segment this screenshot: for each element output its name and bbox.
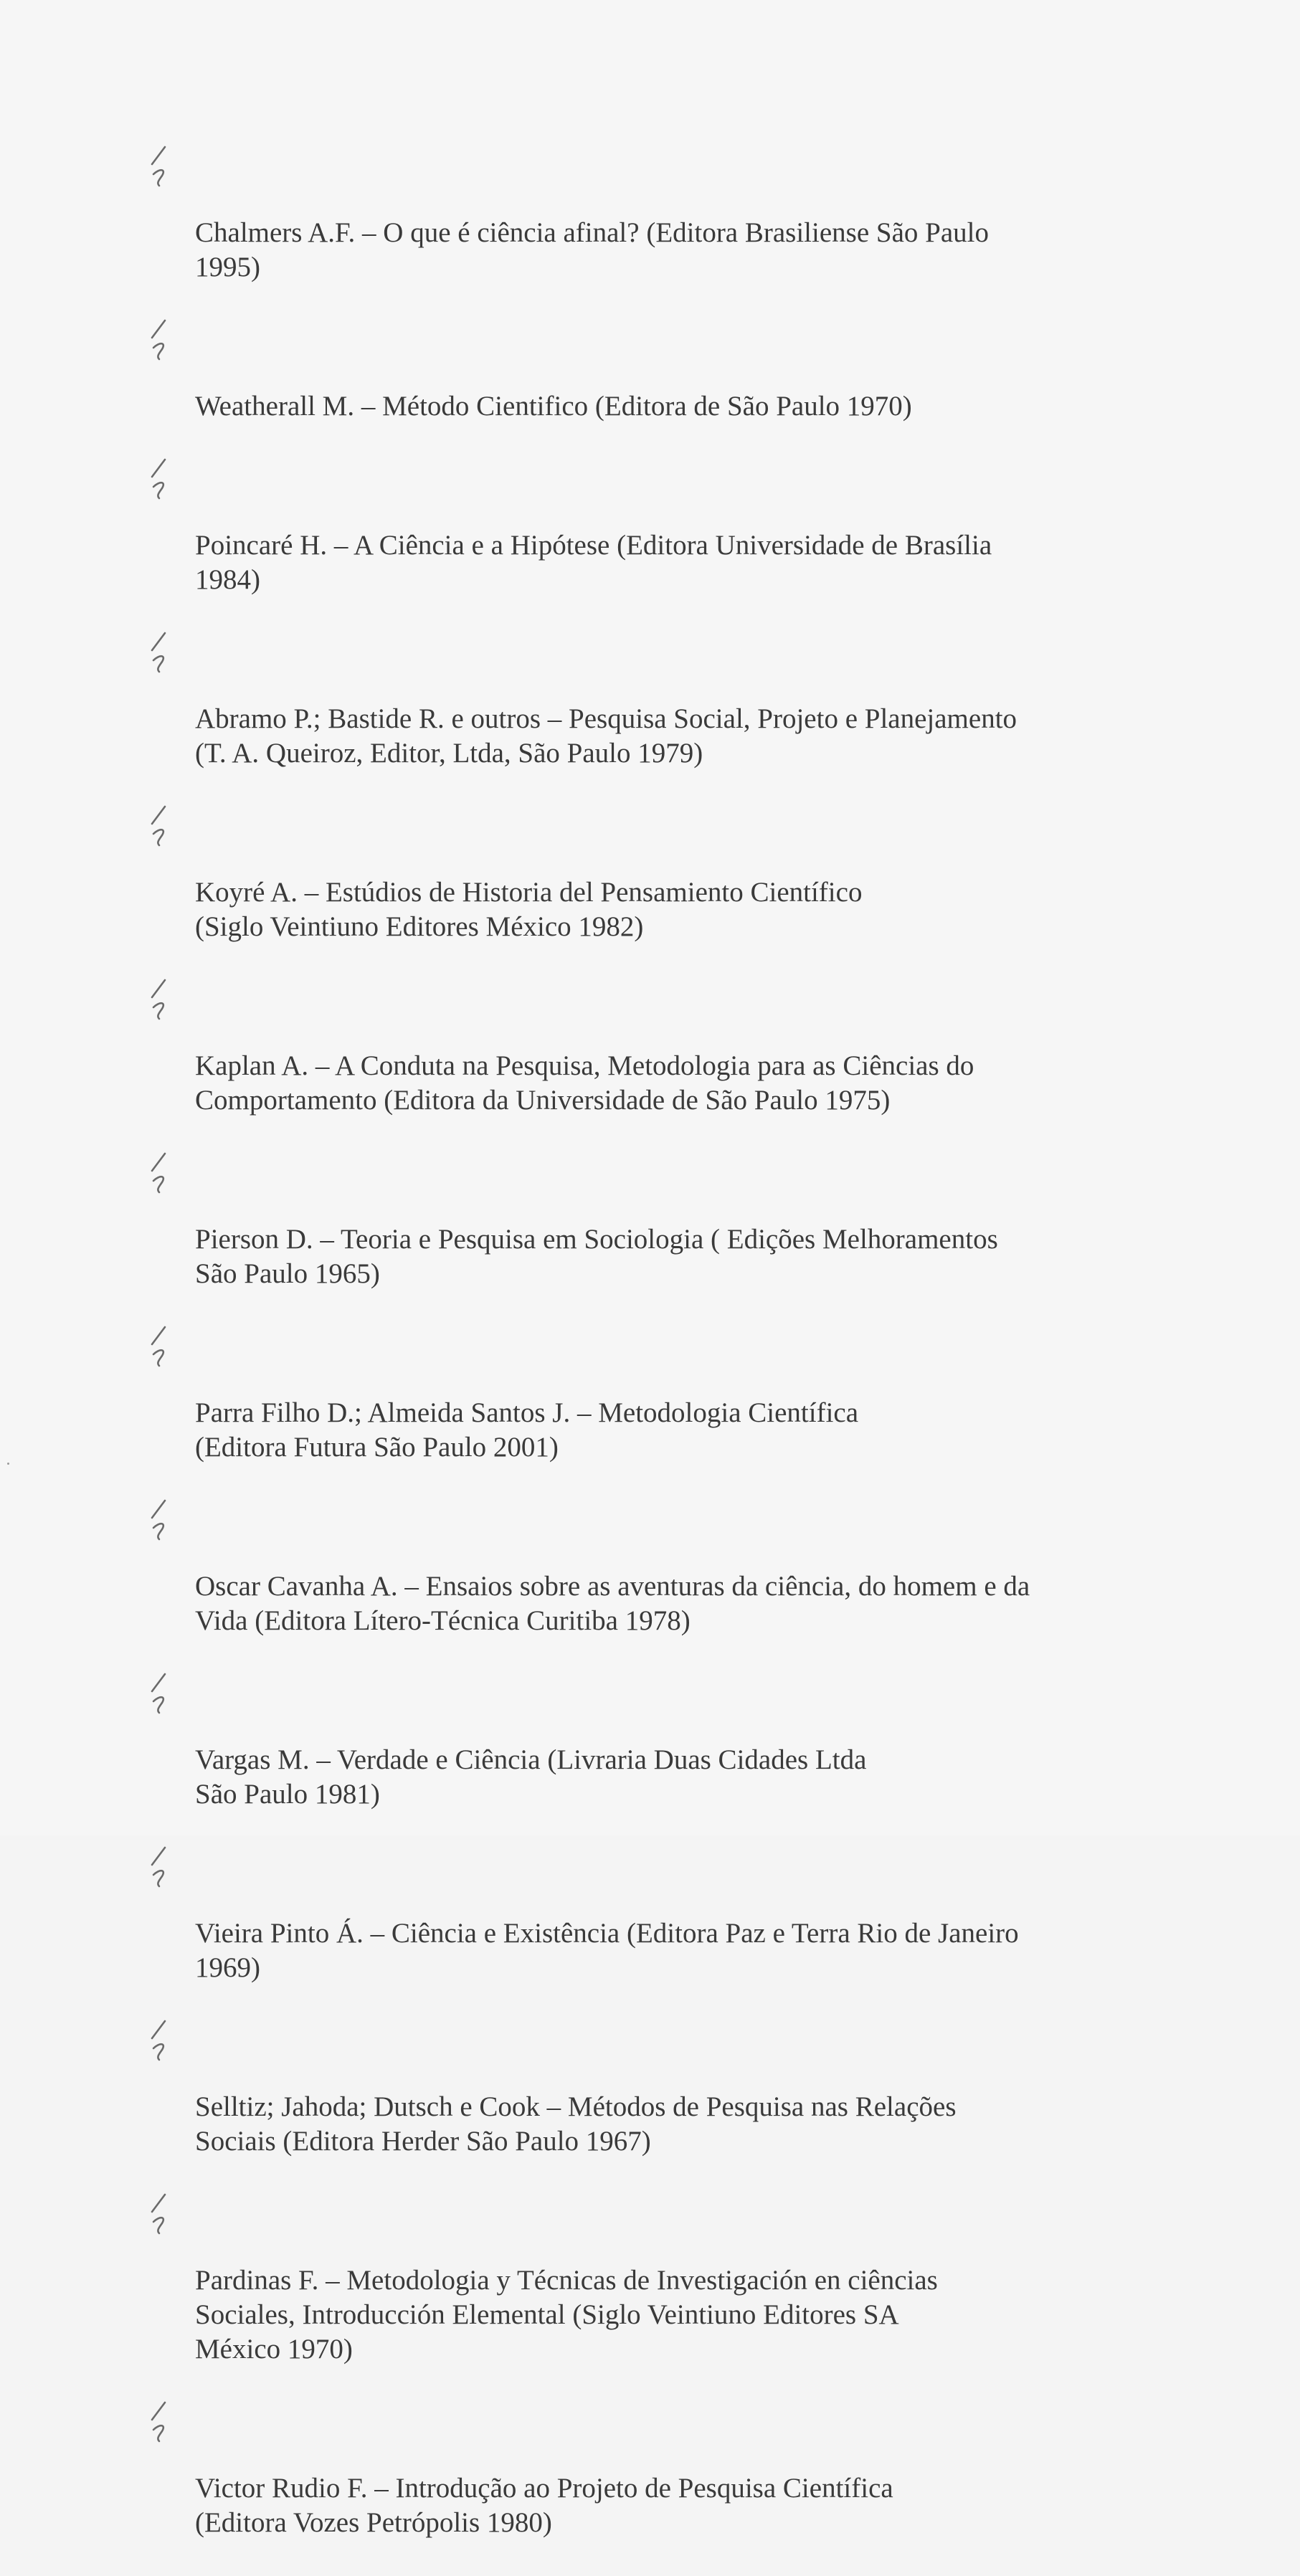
reference-item: [136, 147, 1140, 285]
reference-item: [136, 2021, 1140, 2159]
reference-text: Weatherall M. – Método Cientifico (Editora de São Paulo 1970): [195, 391, 912, 422]
reference-text: Pierson D. – Teoria e Pesquisa em Sociologia ( Edições Melhoramentos São Paulo 1965): [195, 1224, 998, 1289]
bibliography-list: [136, 147, 1140, 2576]
reference-text: Victor Rudio F. – Introdução ao Projeto de Pesquisa Científica (Editora Vozes Petrópolis 1980): [195, 2473, 893, 2538]
handwritten-check-icon: [143, 1843, 179, 1893]
reference-text: Poincaré H. – A Ciência e a Hipótese (Editora Universidade de Brasília 1984): [195, 530, 992, 595]
reference-text: Abramo P.; Bastide R. e outros – Pesquisa Social, Projeto e Planejamento (T. A. Queiroz, Editor, Ltda, São Paulo 1979): [195, 703, 1017, 769]
reference-item: [136, 633, 1140, 771]
reference-item: [136, 1154, 1140, 1291]
reference-text: Vargas M. – Verdade e Ciência (Livraria Duas Cidades Ltda São Paulo 1981): [195, 1744, 867, 1810]
reference-text: Oscar Cavanha A. – Ensaios sobre as aventuras da ciência, do homem e da Vida (Editora Lítero-Técnica Curitiba 1978): [195, 1571, 1030, 1636]
reference-text: Koyré A. – Estúdios de Historia del Pensamiento Científico (Siglo Veintiuno Editores México 1982): [195, 877, 863, 942]
handwritten-check-icon: [143, 2190, 179, 2240]
handwritten-check-icon: [143, 629, 179, 679]
handwritten-check-icon: [143, 143, 179, 193]
handwritten-check-icon: [143, 2398, 179, 2448]
handwritten-check-icon: [143, 1496, 179, 1546]
handwritten-check-icon: [143, 455, 179, 505]
reference-text: Chalmers A.F. – O que é ciência afinal? (Editora Brasiliense São Paulo 1995): [195, 217, 989, 282]
reference-text: Vieira Pinto Á. – Ciência e Existência (Editora Paz e Terra Rio de Janeiro 1969): [195, 1918, 1019, 1983]
reference-item: [136, 1501, 1140, 1638]
reference-item: [136, 320, 1140, 424]
handwritten-check-icon: [143, 316, 179, 366]
reference-text: Kaplan A. – A Conduta na Pesquisa, Metodologia para as Ciências do Comportamento (Editora da Universidade de São Paulo 1975): [195, 1050, 974, 1116]
handwritten-check-icon: [143, 802, 179, 852]
reference-item: [136, 2402, 1140, 2540]
reference-item: [136, 460, 1140, 597]
scan-speck: [7, 1463, 9, 1465]
handwritten-check-icon: [143, 2017, 179, 2067]
reference-item: [136, 1327, 1140, 1465]
handwritten-check-icon: [143, 976, 179, 1026]
reference-text: Selltiz; Jahoda; Dutsch e Cook – Métodos de Pesquisa nas Relações Sociais (Editora Herder São Paulo 1967): [195, 2091, 957, 2157]
reference-item: [136, 1674, 1140, 1812]
reference-item: [136, 807, 1140, 944]
handwritten-check-icon: [143, 1670, 179, 1720]
reference-text: Parra Filho D.; Almeida Santos J. – Metodologia Científica (Editora Futura São Paulo 2001): [195, 1397, 859, 1463]
handwritten-check-icon: [143, 1149, 179, 1199]
reference-item: [136, 1848, 1140, 1985]
reference-item: [136, 980, 1140, 1118]
handwritten-check-icon: [143, 1323, 179, 1373]
reference-item: [136, 2195, 1140, 2367]
reference-text: Pardinas F. – Metodologia y Técnicas de Investigación en ciências Sociales, Introducción Elemental (Siglo Veintiuno Editores SA México 1970): [195, 2265, 938, 2364]
